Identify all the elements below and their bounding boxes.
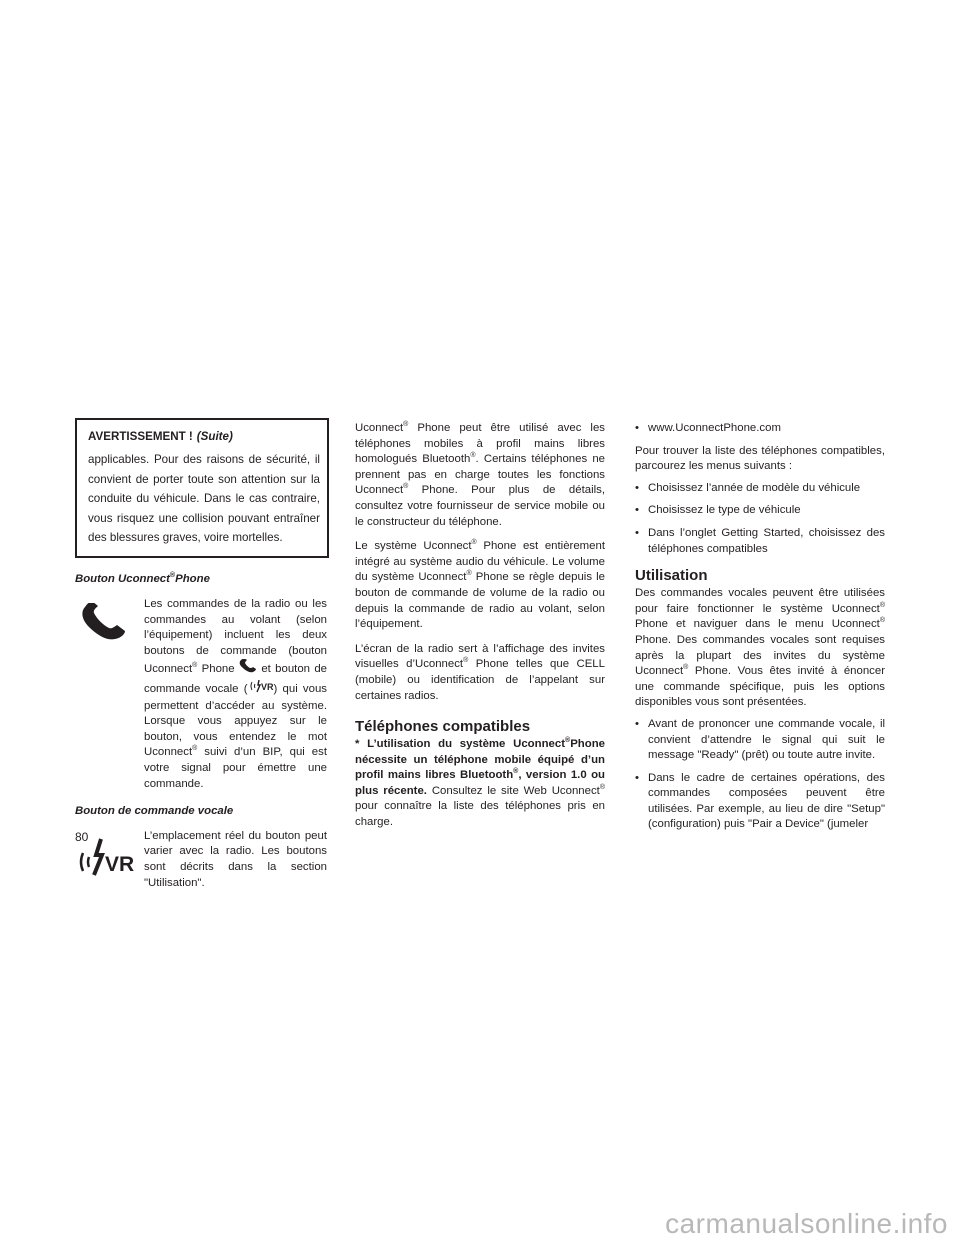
svg-text:VR: VR: [105, 852, 135, 876]
menu-steps-list: [635, 481, 885, 557]
warning-text: applicables. Pour des raisons de sécurité, il convient de porter toute son attention sur la conduite du véhicule. Dans le cas contraire, vous risquez une collision pouvant entraîner des blessures graves, voire mortelles.: [88, 453, 320, 545]
vr-button-section: [75, 829, 327, 891]
phone-button-section: [75, 597, 327, 792]
list-item: • Choisissez le type de véhicule: [635, 504, 801, 517]
column-left: [75, 418, 327, 891]
section-title-compatible-phones: Téléphones compatibles: [355, 718, 531, 736]
phone-button-para: Les commandes de la radio ou les commandes au volant (selon l’équipement) incluent les deux boutons de commande (bouton Uconnect® Phone et bouton de commande vocale ( VR ) qui vous permettent d’accéder au système. Lorsque vous appuyez sur le bouton, vous entendez le mot Uconnect® suivi d’un BIP, qui est votre signal pour émettre une commande.: [144, 598, 328, 790]
column-right: [635, 421, 885, 840]
page-number: 80: [75, 830, 89, 844]
list-item: • Dans le cadre de certaines opérations, des commandes composées peuvent être utilisées. Par exemple, au lieu de dire "Setup" (configuration) puis "Pair a Device" (jumeler: [635, 771, 885, 831]
tips-list: [635, 717, 885, 833]
phone-inline-icon: [239, 659, 257, 679]
list-item: • Avant de prononcer une commande vocale, il convient d’attendre le signal qui suit le message "Ready" (prêt) ou toute autre invite.: [635, 717, 885, 762]
vr-button-para: L’emplacement réel du bouton peut varier avec la radio. Les boutons sont décrits dans la section "Utilisation".: [144, 829, 327, 889]
list-item: • Dans l’onglet Getting Started, choisissez des téléphones compatibles: [635, 526, 885, 555]
usage-para: Des commandes vocales peuvent être utilisées pour faire fonctionner le système Uconnect® Phone et naviguer dans le menu Uconnect® Phone. Des commandes vocales sont requises après la plupart des invites du système Uconnect® Phone. Vous êtes invité à énoncer une commande spécifique, puis les options disponibles vous sont présentées.: [635, 587, 885, 709]
compat-para-4: * L’utilisation du système Uconnect®Phone nécessite un téléphone mobile équipé d’un profil mains libres Bluetooth®, version 1.0 ou plus récente. Consultez le site Web Uconnect® pour connaître la liste des téléphones pris en charge.: [355, 737, 605, 829]
compat-para-1: Uconnect® Phone peut être utilisé avec les téléphones mobiles à profil mains libres homologués Bluetooth®. Certains téléphones ne prennent pas en charge toutes les fonctions Uconnect® Phone. Pour plus de détails, consultez votre fournisseur de service mobile ou le constructeur du téléphone.: [355, 421, 605, 528]
menu-intro: Pour trouver la liste des téléphones compatibles, parcourez les menus suivants :: [635, 444, 885, 473]
url-list: [635, 421, 885, 437]
vr-button-heading: Bouton de commande vocale: [75, 805, 234, 818]
warning-box: [75, 418, 329, 558]
section-title-usage: Utilisation: [635, 567, 708, 585]
warning-suite: (Suite): [196, 430, 233, 443]
list-item: • Choisissez l’année de modèle du véhicule: [635, 481, 861, 494]
watermark: carmanualsonline.info: [665, 1208, 948, 1240]
phone-icon: [79, 603, 131, 649]
url-item: • www.UconnectPhone.com: [635, 422, 781, 434]
compat-para-2: Le système Uconnect® Phone est entièrement intégré au système audio du véhicule. Le volume du système Uconnect® Phone se règle depuis le bouton de commande de volume de la radio ou depuis la commande de radio au volant, selon l’équipement.: [355, 539, 606, 631]
svg-text:VR: VR: [260, 682, 274, 692]
column-middle: [355, 421, 605, 831]
warning-title: [88, 427, 320, 446]
compat-para-3: L’écran de la radio sert à l’affichage des invites visuelles d’Uconnect® Phone telles que CELL (mobile) ou identification de l’appelant sur certaines radios.: [355, 642, 605, 702]
phone-button-heading: Bouton Uconnect®Phone: [75, 572, 210, 586]
vr-inline-icon: [248, 679, 274, 699]
warning-title-text: AVERTISSEMENT !: [88, 430, 193, 443]
